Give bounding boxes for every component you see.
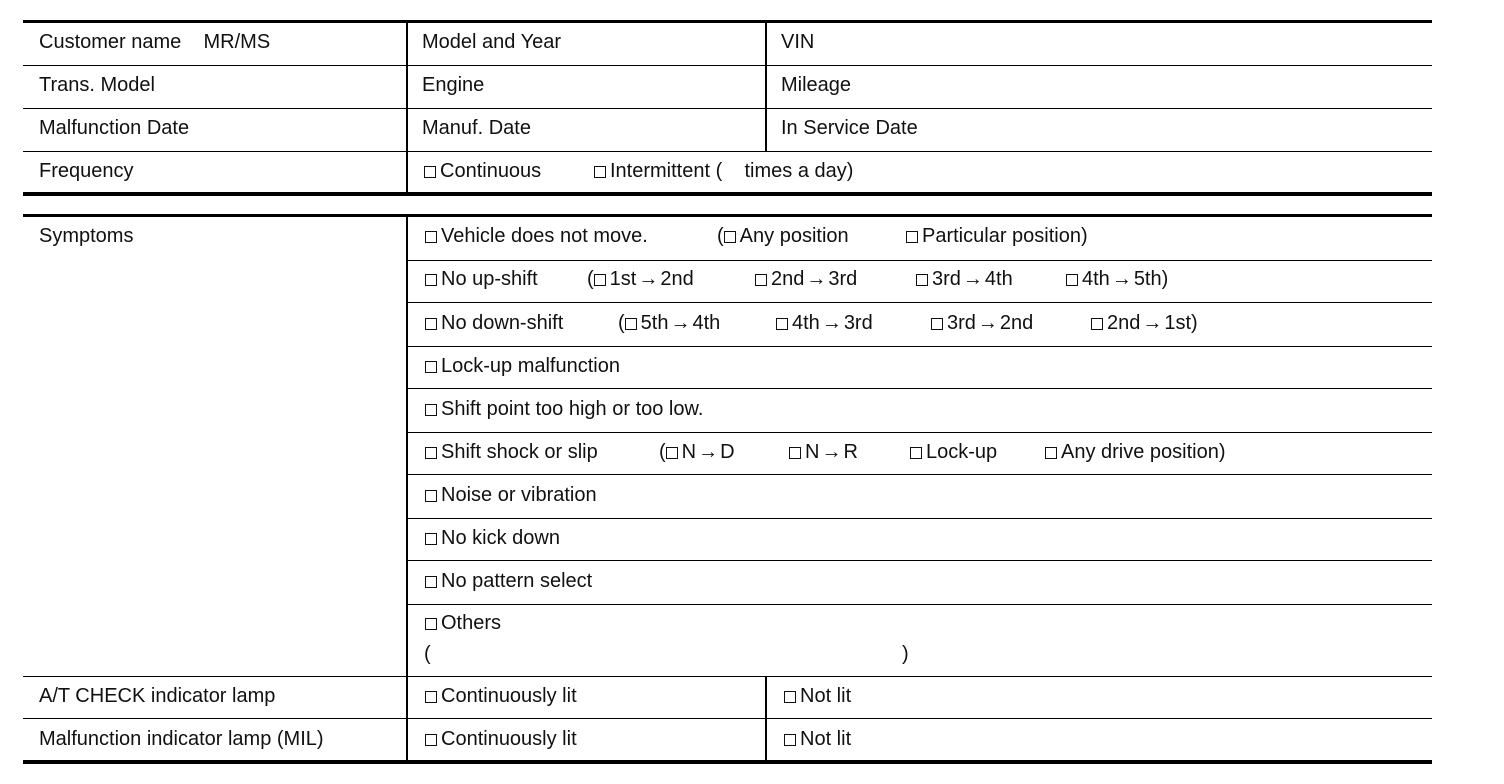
model-year-label: Model and Year bbox=[422, 31, 562, 53]
checkbox-icon[interactable] bbox=[425, 231, 437, 243]
symptom-no-up-shift[interactable]: No up-shift bbox=[425, 268, 538, 290]
arrow-right-icon: → bbox=[977, 312, 998, 334]
rule-bottom bbox=[23, 760, 1432, 764]
checkbox-icon[interactable] bbox=[906, 231, 918, 243]
frequency-continuous-option[interactable]: Continuous bbox=[424, 160, 541, 182]
customer-name-label: Customer name MR/MS bbox=[39, 31, 271, 53]
rule-top bbox=[23, 20, 1432, 23]
checkbox-icon[interactable] bbox=[666, 447, 678, 459]
shift-shock-any-drive[interactable]: Any drive position) bbox=[1045, 441, 1226, 463]
arrow-right-icon: → bbox=[698, 441, 719, 463]
up-shift-2-3[interactable]: 2nd → 3rd bbox=[755, 268, 857, 290]
frequency-intermittent-option[interactable]: Intermittent ( times a day) bbox=[594, 160, 853, 182]
mil-continuously-lit[interactable]: Continuously lit bbox=[425, 728, 577, 750]
col-divider bbox=[406, 22, 408, 193]
checkbox-icon[interactable] bbox=[910, 447, 922, 459]
symptom-particular-position[interactable]: Particular position) bbox=[906, 225, 1088, 247]
checkbox-icon[interactable] bbox=[425, 618, 437, 630]
symptom-shift-point[interactable]: Shift point too high or too low. bbox=[425, 398, 703, 420]
up-shift-4-5[interactable]: 4th → 5th) bbox=[1066, 268, 1168, 290]
rule bbox=[23, 718, 1432, 719]
rule bbox=[407, 432, 1432, 433]
symptom-no-kick-down[interactable]: No kick down bbox=[425, 527, 560, 549]
at-check-lamp-label: A/T CHECK indicator lamp bbox=[39, 685, 276, 707]
rule bbox=[407, 518, 1432, 519]
symptoms-label: Symptoms bbox=[39, 225, 134, 247]
checkbox-icon[interactable] bbox=[425, 576, 437, 588]
checkbox-icon[interactable] bbox=[425, 533, 437, 545]
shift-shock-n-r[interactable]: N → R bbox=[789, 441, 858, 463]
others-close-paren: ) bbox=[902, 643, 909, 665]
col-divider bbox=[406, 216, 408, 761]
rule bbox=[407, 260, 1432, 261]
symptom-others[interactable]: Others bbox=[425, 612, 501, 634]
rule bbox=[23, 676, 1432, 677]
rule bbox=[23, 65, 1432, 66]
rule bbox=[23, 151, 1432, 152]
rule bbox=[407, 474, 1432, 475]
rule-section-end bbox=[23, 192, 1432, 196]
checkbox-icon[interactable] bbox=[625, 318, 637, 330]
shift-shock-lock-up[interactable]: Lock-up bbox=[910, 441, 997, 463]
symptom-no-move[interactable]: Vehicle does not move. bbox=[425, 225, 648, 247]
rule bbox=[407, 560, 1432, 561]
checkbox-icon[interactable] bbox=[784, 734, 796, 746]
up-shift-1-2[interactable]: ( 1st → 2nd bbox=[587, 268, 694, 290]
checkbox-icon[interactable] bbox=[594, 274, 606, 286]
malfunction-date-label: Malfunction Date bbox=[39, 117, 190, 139]
at-check-continuously-lit[interactable]: Continuously lit bbox=[425, 685, 577, 707]
checkbox-icon[interactable] bbox=[424, 166, 436, 178]
checkbox-icon[interactable] bbox=[1045, 447, 1057, 459]
shift-shock-n-d[interactable]: ( N → D bbox=[659, 441, 735, 463]
down-shift-5-4[interactable]: ( 5th → 4th bbox=[618, 312, 721, 334]
rule bbox=[407, 604, 1432, 605]
arrow-right-icon: → bbox=[670, 312, 691, 334]
symptom-lock-up-malfunction[interactable]: Lock-up malfunction bbox=[425, 355, 620, 377]
symptom-shift-shock[interactable]: Shift shock or slip bbox=[425, 441, 598, 463]
checkbox-icon[interactable] bbox=[724, 231, 736, 243]
symptom-noise-vibration[interactable]: Noise or vibration bbox=[425, 484, 597, 506]
checkbox-icon[interactable] bbox=[425, 361, 437, 373]
arrow-right-icon: → bbox=[821, 312, 842, 334]
checkbox-icon[interactable] bbox=[425, 447, 437, 459]
checkbox-icon[interactable] bbox=[1091, 318, 1103, 330]
checkbox-icon[interactable] bbox=[931, 318, 943, 330]
checkbox-icon[interactable] bbox=[916, 274, 928, 286]
arrow-right-icon: → bbox=[1111, 268, 1132, 290]
checkbox-icon[interactable] bbox=[425, 490, 437, 502]
arrow-right-icon: → bbox=[1142, 312, 1163, 334]
vin-label: VIN bbox=[781, 31, 815, 53]
arrow-right-icon: → bbox=[821, 441, 842, 463]
arrow-right-icon: → bbox=[638, 268, 659, 290]
mileage-label: Mileage bbox=[781, 74, 852, 96]
symptom-any-position[interactable]: ( Any position bbox=[717, 225, 849, 247]
mil-not-lit[interactable]: Not lit bbox=[784, 728, 851, 750]
checkbox-icon[interactable] bbox=[784, 691, 796, 703]
symptom-no-pattern-select[interactable]: No pattern select bbox=[425, 570, 592, 592]
manuf-date-label: Manuf. Date bbox=[422, 117, 531, 139]
rule bbox=[407, 388, 1432, 389]
rule bbox=[407, 346, 1432, 347]
checkbox-icon[interactable] bbox=[776, 318, 788, 330]
up-shift-3-4[interactable]: 3rd → 4th bbox=[916, 268, 1013, 290]
col-divider bbox=[765, 677, 767, 761]
down-shift-3-2[interactable]: 3rd → 2nd bbox=[931, 312, 1033, 334]
checkbox-icon[interactable] bbox=[789, 447, 801, 459]
checkbox-icon[interactable] bbox=[425, 691, 437, 703]
checkbox-icon[interactable] bbox=[425, 274, 437, 286]
checkbox-icon[interactable] bbox=[425, 318, 437, 330]
down-shift-4-3[interactable]: 4th → 3rd bbox=[776, 312, 873, 334]
checkbox-icon[interactable] bbox=[1066, 274, 1078, 286]
others-open-paren: ( bbox=[424, 643, 431, 665]
rule bbox=[407, 302, 1432, 303]
rule bbox=[23, 108, 1432, 109]
checkbox-icon[interactable] bbox=[425, 404, 437, 416]
mil-label: Malfunction indicator lamp (MIL) bbox=[39, 728, 324, 750]
arrow-right-icon: → bbox=[962, 268, 983, 290]
arrow-right-icon: → bbox=[806, 268, 827, 290]
checkbox-icon[interactable] bbox=[755, 274, 767, 286]
trans-model-label: Trans. Model bbox=[39, 74, 155, 96]
checkbox-icon[interactable] bbox=[425, 734, 437, 746]
symptom-no-down-shift[interactable]: No down-shift bbox=[425, 312, 563, 334]
engine-label: Engine bbox=[422, 74, 485, 96]
at-check-not-lit[interactable]: Not lit bbox=[784, 685, 851, 707]
down-shift-2-1[interactable]: 2nd → 1st) bbox=[1091, 312, 1198, 334]
col-divider bbox=[765, 22, 767, 152]
in-service-date-label: In Service Date bbox=[781, 117, 918, 139]
checkbox-icon[interactable] bbox=[594, 166, 606, 178]
frequency-label: Frequency bbox=[39, 160, 134, 182]
rule-section-start bbox=[23, 214, 1432, 217]
